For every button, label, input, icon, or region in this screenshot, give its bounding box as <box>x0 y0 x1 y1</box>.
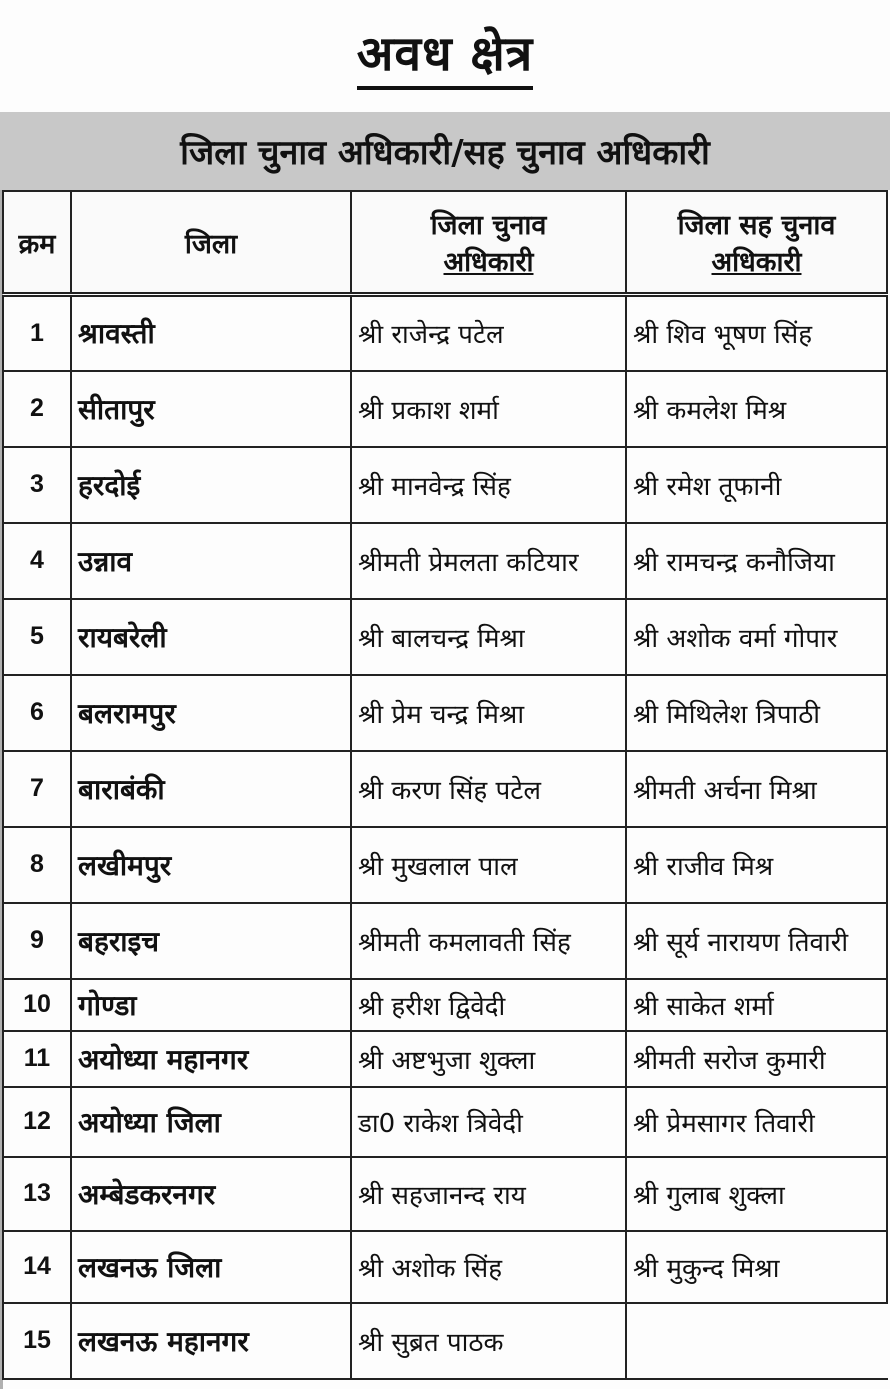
serial-cell: 9 <box>3 903 71 979</box>
co-officer-cell: श्री रामचन्द्र कनौजिया <box>626 523 887 599</box>
district-cell: उन्नाव <box>71 523 351 599</box>
header-district: जिला <box>71 191 351 295</box>
co-officer-cell: श्री अशोक वर्मा गोपार <box>626 599 887 675</box>
district-cell: अयोध्या जिला <box>71 1087 351 1157</box>
co-officer-cell: श्री शिव भूषण सिंह <box>626 295 887 371</box>
serial-cell: 15 <box>3 1303 71 1379</box>
serial-cell: 7 <box>3 751 71 827</box>
header-officer-line1: जिला चुनाव <box>430 210 547 241</box>
district-cell: बहराइच <box>71 903 351 979</box>
district-cell: लखनऊ महानगर <box>71 1303 351 1379</box>
co-officer-cell: श्री मिथिलेश त्रिपाठी <box>626 675 887 751</box>
district-cell: बाराबंकी <box>71 751 351 827</box>
officer-cell: श्री राजेन्द्र पटेल <box>351 295 626 371</box>
officer-cell: श्री करण सिंह पटेल <box>351 751 626 827</box>
table-row <box>3 1157 887 1231</box>
serial-cell: 8 <box>3 827 71 903</box>
header-co-officer <box>626 191 887 295</box>
officer-cell: डा0 राकेश त्रिवेदी <box>351 1087 626 1157</box>
officer-cell: श्री मुखलाल पाल <box>351 827 626 903</box>
table-row <box>3 447 887 523</box>
header-serial: क्रम <box>3 191 71 295</box>
header-officer <box>351 191 626 295</box>
title-area <box>0 0 890 112</box>
co-officer-cell: श्री कमलेश मिश्र <box>626 371 887 447</box>
header-officer-line2: अधिकारी <box>443 247 534 278</box>
header-co-officer-line1: जिला सह चुनाव <box>677 210 836 241</box>
co-officer-cell: श्री रमेश तूफानी <box>626 447 887 523</box>
officer-cell: श्रीमती कमलावती सिंह <box>351 903 626 979</box>
table-row <box>3 599 887 675</box>
officer-cell: श्री प्रेम चन्द्र मिश्रा <box>351 675 626 751</box>
district-cell: अम्बेडकरनगर <box>71 1157 351 1231</box>
district-cell: श्रावस्ती <box>71 295 351 371</box>
officer-cell: श्री सहजानन्द राय <box>351 1157 626 1231</box>
officer-cell: श्री मानवेन्द्र सिंह <box>351 447 626 523</box>
serial-cell: 5 <box>3 599 71 675</box>
serial-cell: 13 <box>3 1157 71 1231</box>
co-officer-cell: श्री साकेत शर्मा <box>626 979 887 1031</box>
serial-cell: 14 <box>3 1231 71 1303</box>
co-officer-cell <box>626 1303 887 1379</box>
serial-cell: 2 <box>3 371 71 447</box>
table-row <box>3 1231 887 1303</box>
officer-cell: श्री अष्टभुजा शुक्ला <box>351 1031 626 1087</box>
subtitle-band <box>0 112 890 190</box>
co-officer-cell: श्री प्रेमसागर तिवारी <box>626 1087 887 1157</box>
table-row <box>3 1031 887 1087</box>
co-officer-cell: श्री गुलाब शुक्ला <box>626 1157 887 1231</box>
table-row <box>3 903 887 979</box>
officer-cell: श्री हरीश द्विवेदी <box>351 979 626 1031</box>
co-officer-cell: श्री राजीव मिश्र <box>626 827 887 903</box>
district-cell: बलरामपुर <box>71 675 351 751</box>
table-row <box>3 295 887 371</box>
serial-cell: 11 <box>3 1031 71 1087</box>
serial-cell: 12 <box>3 1087 71 1157</box>
district-cell: सीतापुर <box>71 371 351 447</box>
co-officer-cell: श्री सूर्य नारायण तिवारी <box>626 903 887 979</box>
district-cell: लखनऊ जिला <box>71 1231 351 1303</box>
serial-cell: 3 <box>3 447 71 523</box>
co-officer-cell: श्री मुकुन्द मिश्रा <box>626 1231 887 1303</box>
page-title: अवध क्षेत्र <box>357 24 534 90</box>
serial-cell: 10 <box>3 979 71 1031</box>
table-row <box>3 523 887 599</box>
table-row <box>3 1303 887 1379</box>
officer-cell: श्रीमती प्रेमलता कटियार <box>351 523 626 599</box>
district-cell: गोण्डा <box>71 979 351 1031</box>
table-row <box>3 827 887 903</box>
officers-table <box>2 190 888 1380</box>
officer-cell: श्री बालचन्द्र मिश्रा <box>351 599 626 675</box>
district-cell: हरदोई <box>71 447 351 523</box>
officer-cell: श्री सुब्रत पाठक <box>351 1303 626 1379</box>
table-header-row <box>3 191 887 295</box>
table-body <box>3 295 887 1379</box>
table-row <box>3 751 887 827</box>
district-cell: अयोध्या महानगर <box>71 1031 351 1087</box>
header-co-officer-line2: अधिकारी <box>711 247 802 278</box>
district-cell: रायबरेली <box>71 599 351 675</box>
serial-cell: 4 <box>3 523 71 599</box>
table-row <box>3 979 887 1031</box>
district-cell: लखीमपुर <box>71 827 351 903</box>
serial-cell: 1 <box>3 295 71 371</box>
co-officer-cell: श्रीमती सरोज कुमारी <box>626 1031 887 1087</box>
table-row <box>3 1087 887 1157</box>
subtitle: जिला चुनाव अधिकारी/सह चुनाव अधिकारी <box>180 133 710 173</box>
table-row <box>3 371 887 447</box>
co-officer-cell: श्रीमती अर्चना मिश्रा <box>626 751 887 827</box>
officer-cell: श्री अशोक सिंह <box>351 1231 626 1303</box>
table-row <box>3 675 887 751</box>
officer-cell: श्री प्रकाश शर्मा <box>351 371 626 447</box>
serial-cell: 6 <box>3 675 71 751</box>
